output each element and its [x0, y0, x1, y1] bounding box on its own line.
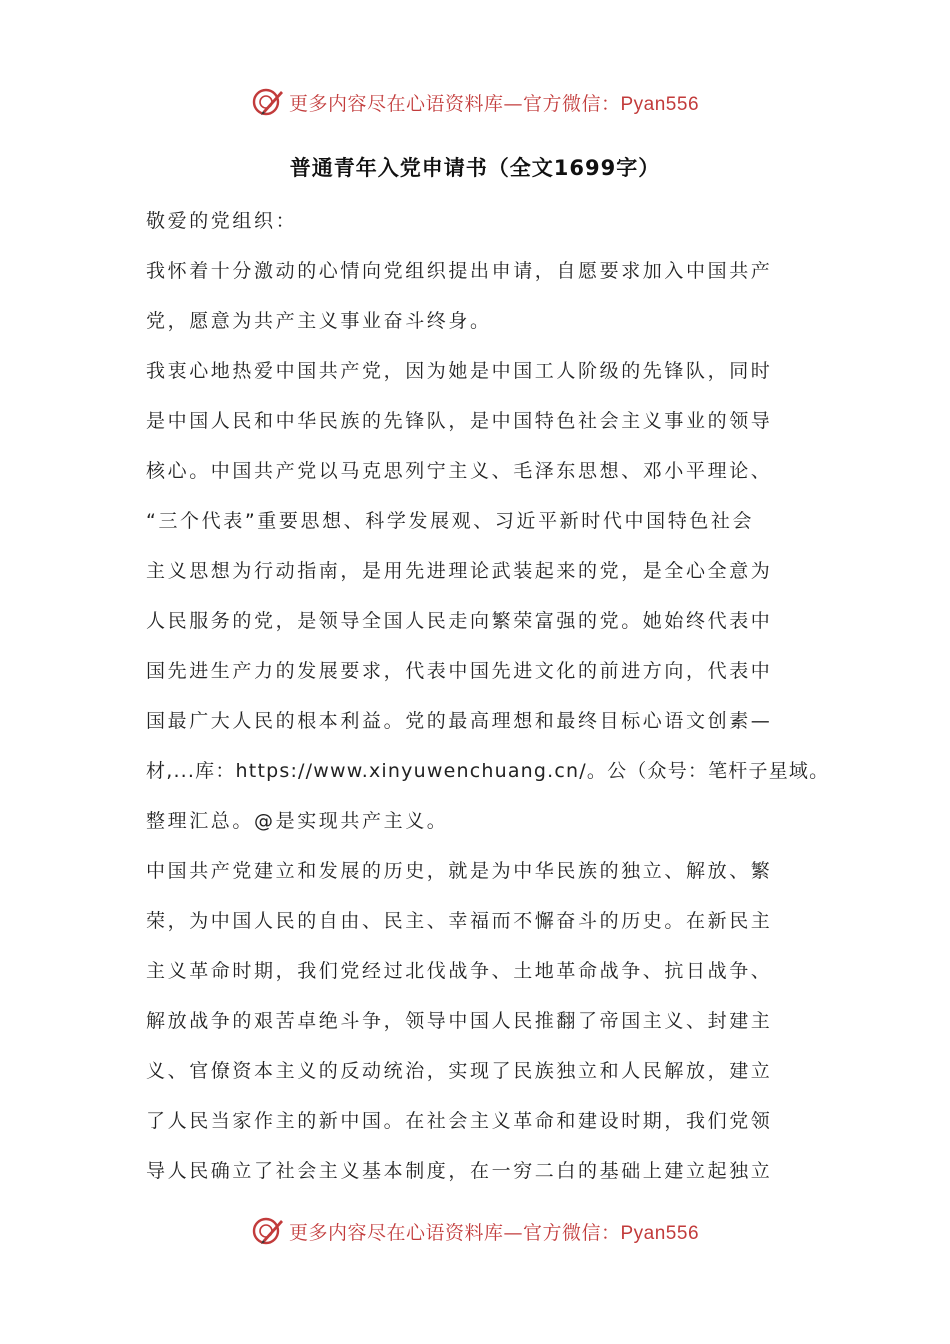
banner-text-cn: 更多内容尽在心语资料库—官方微信：	[288, 92, 621, 115]
paragraph-line: 荣，为中国人民的自由、民主、幸福而不懈奋斗的历史。在新民主	[146, 910, 773, 932]
paragraph-line: 我怀着十分激动的心情向党组织提出申请，自愿要求加入中国共产	[146, 260, 773, 282]
paragraph-line: 整理汇总。@是实现共产主义。	[146, 810, 449, 832]
paragraph-line: 导人民确立了社会主义基本制度，在一穷二白的基础上建立起独立	[146, 1160, 773, 1182]
paragraph-line: 是中国人民和中华民族的先锋队，是中国特色社会主义事业的领导	[146, 410, 773, 432]
footer-banner	[0, 1211, 950, 1251]
paragraph-line: 国先进生产力的发展要求，代表中国先进文化的前进方向，代表中	[146, 660, 773, 682]
header-banner	[0, 82, 950, 122]
banner-text-cn: 更多内容尽在心语资料库—官方微信：	[288, 1221, 621, 1244]
paragraph-line: 主义革命时期，我们党经过北伐战争、土地革命战争、抗日战争、	[146, 960, 773, 982]
pen-logo-icon	[251, 85, 285, 119]
paragraph-line: 中国共产党建立和发展的历史，就是为中华民族的独立、解放、繁	[146, 860, 773, 882]
paragraph-line: 核心。中国共产党以马克思列宁主义、毛泽东思想、邓小平理论、	[146, 460, 773, 482]
banner-text	[289, 1218, 699, 1245]
document-title: 普通青年入党申请书（全文1699字）	[289, 156, 661, 180]
paragraph-line: “三个代表”重要思想、科学发展观、习近平新时代中国特色社会	[146, 510, 755, 532]
pen-logo-icon	[251, 1214, 285, 1248]
paragraph-line: 解放战争的艰苦卓绝斗争，领导中国人民推翻了帝国主义、封建主	[146, 1010, 773, 1032]
paragraph-line: 了人民当家作主的新中国。在社会主义革命和建设时期，我们党领	[146, 1110, 773, 1132]
paragraph-line: 我衷心地热爱中国共产党，因为她是中国工人阶级的先锋队，同时	[146, 360, 773, 382]
banner-wechat-id: Pyan556	[620, 93, 700, 115]
paragraph-line: 党，愿意为共产主义事业奋斗终身。	[146, 310, 492, 332]
banner-text	[289, 89, 699, 116]
paragraph-line: 国最广大人民的根本利益。党的最高理想和最终目标心语文创素—	[146, 710, 773, 732]
paragraph-line: 主义思想为行动指南，是用先进理论武装起来的党，是全心全意为	[146, 560, 773, 582]
paragraph-line: 义、官僚资本主义的反动统治，实现了民族独立和人民解放，建立	[146, 1060, 773, 1082]
banner-wechat-id: Pyan556	[620, 1222, 700, 1244]
paragraph-line: 人民服务的党，是领导全国人民走向繁荣富强的党。她始终代表中	[146, 610, 773, 632]
paragraph-line-url: 材,...库：https://www.xinyuwenchuang.cn/。公（众号：笔杆子星域。	[146, 760, 830, 782]
salutation: 敬爱的党组织：	[146, 210, 298, 232]
document-body	[146, 196, 830, 1196]
